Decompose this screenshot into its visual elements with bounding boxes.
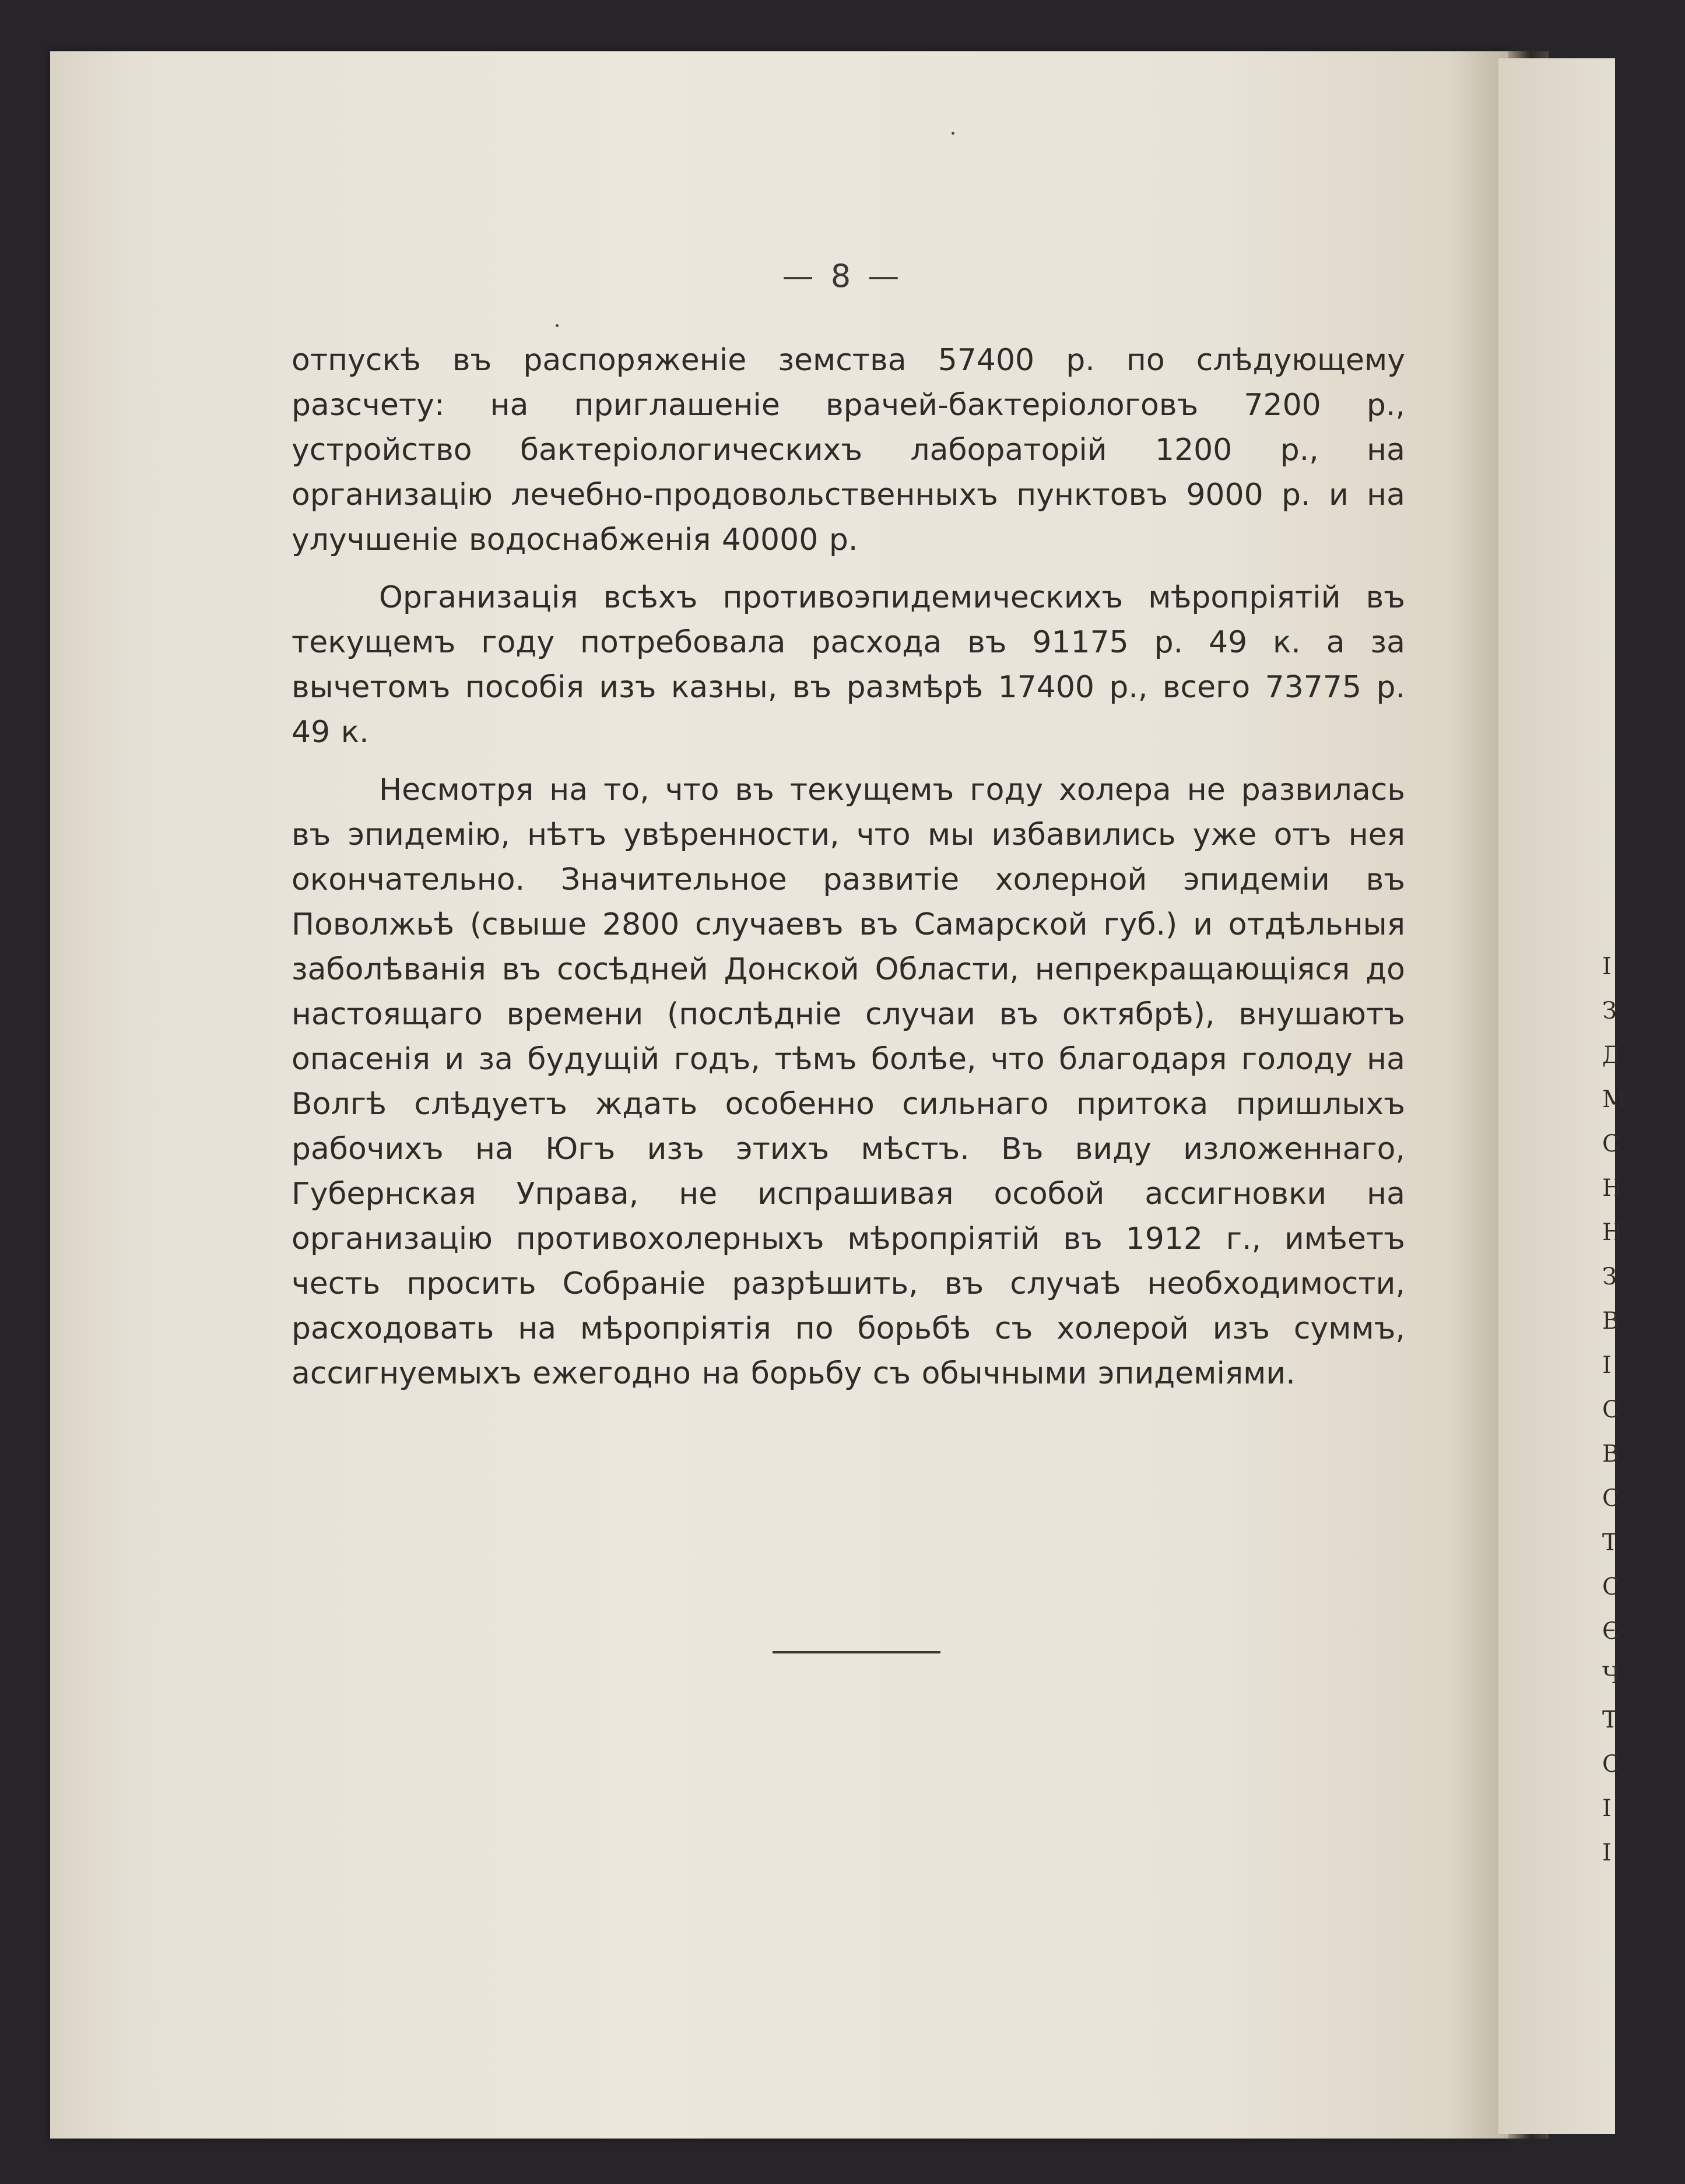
facing-page-edge xyxy=(1498,58,1626,2134)
paragraph-3: Несмотря на то, что въ текущемъ году холера не развилась въ эпидемію, нѣтъ увѣренности, что мы избавились уже отъ нея окончательно. Значительное развитіе холерной эпидеміи въ Поволжьѣ (свыше 2800 случаевъ въ Самарской губ.) и отдѣльныя заболѣванія въ сосѣдней Донской Области, непрекращающіяся до настоящаго времени (послѣдніе случаи въ октябрѣ), внушаютъ опасенія и за будущій годъ, тѣмъ болѣе, что благодаря голоду на Волгѣ слѣдуетъ ждать особенно сильнаго притока пришлыхъ рабочихъ на Югъ изъ этихъ мѣстъ. Въ виду изложеннаго, Губернская Управа, не испрашивая особой ассигновки на организацію противохолерныхъ мѣропріятій въ 1912 г., имѣетъ честь просить Собраніе разрѣшить, въ случаѣ необходимости, расходовать на мѣропріятія по борьбѣ съ холерой изъ суммъ, ассигнуемыхъ ежегодно на борьбу съ обычными эпидеміями. xyxy=(292,773,1405,1391)
body-text xyxy=(292,338,1405,1396)
closing-rule xyxy=(773,1651,940,1653)
ink-speck xyxy=(556,324,559,327)
page-number: — 8 — xyxy=(782,258,903,294)
paragraph-1: отпускѣ въ распоряженіе земства 57400 р. по слѣдующему разсчету: на приглашеніе врачей-бактеріологовъ 7200 р., устройство бактеріологическихъ лабораторій 1200 р., на организацію лечебно-продовольственныхъ пунктовъ 9000 р. и на улучшеніе водоснабженія 40000 р. xyxy=(292,343,1405,557)
facing-page-edge-letters: I З Д М С Н Н З В I С В С Т С Є Ч Т С I I xyxy=(1602,953,1626,1866)
ink-speck xyxy=(952,132,954,135)
paragraph-2: Организація всѣхъ противоэпидемическихъ мѣропріятій въ текущемъ году потребовала расхода въ 91175 р. 49 к. а за вычетомъ пособія изъ казны, въ размѣрѣ 17400 р., всего 73775 р. 49 к. xyxy=(292,580,1405,750)
